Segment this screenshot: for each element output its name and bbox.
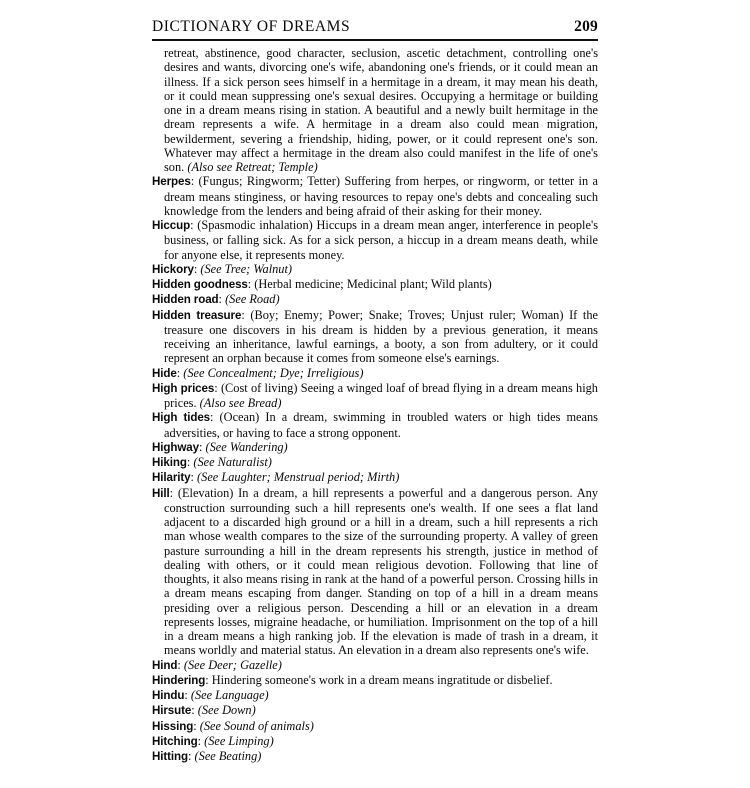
dictionary-entry (152, 734, 598, 749)
entry-headword: Hickory (152, 262, 194, 276)
dictionary-entry (152, 410, 598, 440)
entry-headword: Highway (152, 440, 199, 454)
running-head (152, 18, 598, 36)
entry-headword: High tides (152, 411, 211, 425)
entry-headword: Hide (152, 366, 177, 380)
dictionary-entry (152, 292, 598, 307)
entry-definition-text: : (Herbal medicine; Medicinal plant; Wild plants) (247, 277, 492, 291)
dictionary-entry (152, 46, 598, 174)
entry-cross-reference: (See Laughter; Menstrual period; Mirth) (197, 470, 400, 485)
entry-definition-text: : (Elevation) In a dream, a hill represents a powerful and a dangerous person. Any construction surrounding such a hill represents one's wealth. If one sees a flat land adjacent to a discarded high ground or a hill in a dream, such a hill represents a rich man whose wealth compares to the size of the surrounding property. A valley of green pasture surrounding a hill in the dream represents his strength, justice in method of dealing with others, or it could mean religious devotion. Following that line of thoughts, it also means rising in rank at the hand of a powerful person. Crossing hills in a dream means escaping from danger. Standing on top of a hill in a dream means presiding over a religious person. Descending a hill or an elevation in a dream represents losses, migraine headache, or humiliation. Imprisonment on the top of a hill in a dream means a high ranking job. If the elevation is made of trash in a dream, it means worldly and material status. An elevation in a dream also represents one's wife. (164, 485, 598, 658)
entry-definition-text: : (190, 470, 198, 485)
entry-definition-text: : (Fungus; Ringworm; Tetter) Suffering from herpes, or ringworm, or tetter in a dream means stinginess, or having resources to repay one's debts and concealing such knowledge from the lenders and being afraid of their asking for their money. (164, 174, 598, 218)
entry-cross-reference: (See Concealment; Dye; Irreligious) (183, 365, 364, 380)
dictionary-entry (152, 366, 598, 381)
entry-definition-text: : Hindering someone's work in a dream means ingratitude or disbelief. (205, 672, 553, 687)
entry-definition-text: : (188, 749, 195, 763)
entry-headword: Hitching (152, 734, 198, 748)
dictionary-entry (152, 218, 598, 262)
entry-headword: Hitting (152, 750, 189, 763)
entry-headword: Herpes (152, 175, 191, 189)
entry-cross-reference: (Also see Bread) (199, 396, 282, 410)
entry-cross-reference: (See Down) (197, 703, 256, 718)
entry-cross-reference: (See Limping) (204, 733, 274, 748)
dictionary-entry (152, 719, 598, 734)
running-head-title: DICTIONARY OF DREAMS (152, 18, 351, 35)
entry-headword: Hirsute (152, 704, 192, 718)
entry-headword: Hill (152, 486, 170, 500)
page-number: 209 (574, 18, 598, 35)
entry-definition-text: : (Spasmodic inhalation) Hiccups in a dream mean anger, interference in people's business, or falling sick. As for a sick person, a hiccup in a dream means death, while for anyone else, it represents money. (164, 218, 598, 262)
entry-headword: High prices (152, 381, 215, 395)
dictionary-entry-list (152, 46, 598, 764)
entry-definition-text: retreat, abstinence, good character, seclusion, ascetic detachment, controlling one's desires and wants, divorcing one's wife, abandoning one's friends, or it could mean an illness. If a sick person sees himself in a hermitage in a dream, it may mean his death, or it could mean suppressing one's sexual desires. Occupying a hermitage or building one in a dream means rising in station. A beautiful and a newly built hermitage in the dream represents a wife. A hermitage in a dream also could mean migration, bewilderment, severing a friendship, hiding, power, or it could represent one's son. Whatever may affect a hermitage in the dream also could manifest in the life of one's son. (164, 46, 598, 174)
entry-cross-reference: (See Deer; Gazelle) (183, 657, 282, 672)
entry-headword: Hidden road (152, 293, 219, 307)
entry-cross-reference: (See Language) (190, 688, 269, 702)
dictionary-entry (152, 470, 598, 485)
entry-headword: Hidden goodness (152, 278, 248, 291)
entry-headword: Hindering (152, 673, 206, 687)
entry-cross-reference: (See Tree; Walnut) (200, 261, 293, 276)
entry-definition-text: : (197, 733, 205, 748)
entry-definition-text: : (Ocean) In a dream, swimming in troubled waters or high tides means adversities, or having to face a strong opponent. (164, 410, 598, 440)
entry-definition-text: : (Boy; Enemy; Power; Snake; Troves; Unjust ruler; Woman) If the treasure one discovers in his dream is hidden by a previous generation, it means receiving an inheritance, lawful earnings, a booty, a son from adultery, or it could represent an orphan because it comes from someone else's earnings. (164, 307, 598, 366)
dictionary-entry (152, 703, 598, 718)
entry-definition-text: : (Cost of living) Seeing a winged loaf of bread flying in a dream means high prices. (164, 380, 598, 410)
page-content-column (152, 18, 598, 764)
dictionary-entry (152, 688, 598, 703)
dictionary-entry (152, 440, 598, 455)
dictionary-entry (152, 749, 598, 764)
dictionary-entry (152, 381, 598, 411)
entry-cross-reference: (See Wandering) (205, 439, 288, 454)
entry-definition-text: : (177, 657, 184, 672)
entry-definition-text: : (184, 688, 191, 702)
dictionary-entry (152, 658, 598, 673)
dictionary-entry (152, 262, 598, 277)
header-rule-divider (152, 39, 598, 41)
entry-cross-reference: (See Sound of animals) (199, 718, 314, 733)
entry-headword: Hind (152, 658, 178, 672)
entry-headword: Hiking (152, 456, 187, 469)
entry-cross-reference: (Also see Retreat; Temple) (187, 160, 318, 174)
entry-definition-text: : (176, 365, 184, 380)
entry-headword: Hidden treasure (152, 308, 242, 322)
entry-definition-text: : (186, 455, 194, 469)
entry-definition-text: : (218, 292, 226, 307)
dictionary-entry (152, 308, 598, 366)
dictionary-entry (152, 174, 598, 218)
entry-cross-reference: (See Road) (225, 292, 280, 307)
entry-headword: Hissing (152, 719, 194, 733)
entry-headword: Hindu (152, 689, 185, 702)
entry-definition-text: : (193, 718, 200, 733)
entry-headword: Hiccup (152, 219, 191, 232)
dictionary-entry (152, 455, 598, 470)
entry-definition-text: : (198, 439, 206, 454)
entry-headword: Hilarity (152, 471, 191, 485)
entry-definition-text: : (191, 703, 198, 718)
dictionary-entry (152, 486, 598, 658)
dictionary-entry (152, 277, 598, 292)
dictionary-entry (152, 673, 598, 688)
entry-definition-text: : (193, 261, 201, 276)
entry-cross-reference: (See Naturalist) (193, 455, 272, 469)
entry-cross-reference: (See Beating) (194, 749, 262, 763)
